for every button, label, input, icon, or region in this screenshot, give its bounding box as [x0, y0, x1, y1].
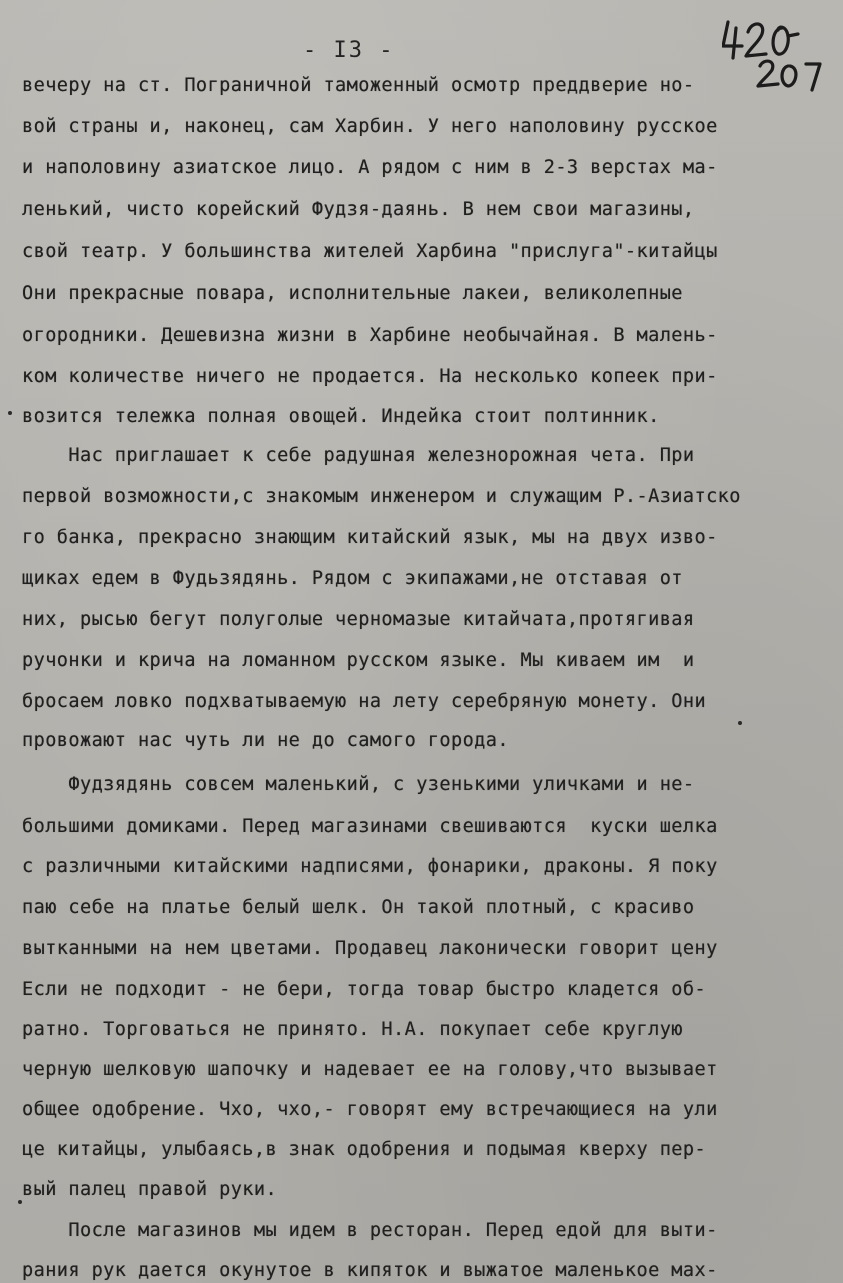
text-line: с различными китайскими надписями, фонарики, драконы. Я поку	[22, 856, 718, 877]
text-line: щиках едем в Фудьзядянь. Рядом с экипажами,не отставая от	[22, 568, 683, 589]
text-line: ручонки и крича на ломанном русском языке. Мы киваем им и	[22, 650, 695, 671]
text-line: огородники. Дешевизна жизни в Харбине необычайная. В малень-	[22, 325, 718, 346]
text-line: рания рук дается окунутое в кипяток и выжатое маленькое мах-	[22, 1260, 718, 1281]
text-line: и наполовину азиатское лицо. А рядом с ним в 2-3 верстах ма-	[22, 157, 718, 178]
text-line: ратно. Торговаться не принято. Н.А. покупает себе круглую	[22, 1019, 683, 1040]
paragraph-first-line: Нас приглашает к себе радушная железнорожная чета. При	[22, 445, 695, 466]
text-line: бросаем ловко подхватываемую на лету серебряную монету. Они	[22, 691, 707, 712]
paper-speck	[738, 721, 742, 725]
text-line: го банка, прекрасно знающим китайский язык, мы на двух изво-	[22, 527, 718, 548]
text-line: це китайцы, улыбаясь,в знак одобрения и подымая кверху пер-	[22, 1139, 707, 1160]
text-line: ком количестве ничего не продается. На несколько копеек при-	[22, 366, 718, 387]
paper-speck	[18, 1200, 22, 1204]
text-line: свой театр. У большинства жителей Харбина "прислуга"-китайцы	[22, 241, 718, 262]
text-line: Если не подходит - не бери, тогда товар быстро кладется об-	[22, 979, 707, 1000]
text-line: провожают нас чуть ли не до самого города.	[22, 730, 509, 751]
text-line: большими домиками. Перед магазинами свешиваются куски шелка	[22, 816, 718, 837]
paragraph-first-line: После магазинов мы идем в ресторан. Перед едой для выти-	[22, 1220, 718, 1241]
text-line: возится тележка полная овощей. Индейка стоит полтинник.	[22, 406, 660, 427]
text-line: общее одобрение. Чхо, чхо,- говорят ему встречающиеся на ули	[22, 1099, 718, 1120]
text-line: ленький, чисто корейский Фудзя-даянь. В нем свои магазины,	[22, 199, 695, 220]
text-line: вый палец правой руки.	[22, 1179, 278, 1200]
text-line: вечеру на ст. Пограничной таможенный осмотр преддверие но-	[22, 75, 695, 96]
text-line: первой возможности,с знакомым инженером и служащим Р.-Азиатско	[22, 486, 741, 507]
text-line: вой страны и, наконец, сам Харбин. У него наполовину русское	[22, 116, 718, 137]
paragraph-first-line: Фудзядянь совсем маленький, с узенькими уличками и не-	[22, 774, 695, 795]
text-line: паю себе на платье белый шелк. Он такой плотный, с красиво	[22, 897, 695, 918]
text-line: них, рысью бегут полуголые черномазые китайчата,протягивая	[22, 609, 695, 630]
text-line: Они прекрасные повара, исполнительные лакеи, великолепные	[22, 283, 683, 304]
text-line: вытканными на нем цветами. Продавец лаконически говорит цену	[22, 938, 718, 959]
page-number: - I3 -	[303, 38, 395, 63]
text-line: черную шелковую шапочку и надевает ее на голову,что вызывает	[22, 1059, 718, 1080]
paper-speck	[8, 411, 12, 415]
